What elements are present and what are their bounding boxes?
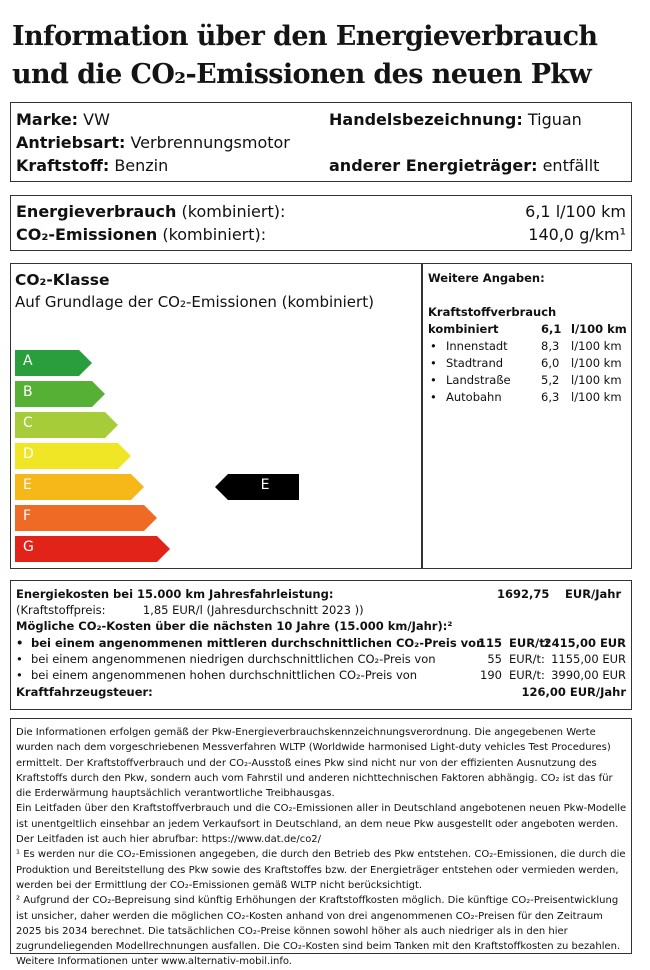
antriebsart-value: Verbrennungsmotor bbox=[130, 133, 290, 152]
footnote-2-text-b: berechnet. Die tatsächlichen CO₂-Preise können sowohl höher als auch niedriger als in den hier zugrundeliegenden Modellrechnungen ausfallen. Die CO₂-Kosten sind beim Tanken mit den Kraftstoffkosten zu bezahlen. Weitere Informationen unter www.alternativ-mobil.info. bbox=[16, 925, 621, 968]
footnotes-text bbox=[16, 725, 628, 970]
kraftstoff-row bbox=[16, 155, 168, 177]
page-title bbox=[12, 18, 642, 94]
co2-scenario-value: 3990,00 EUR bbox=[551, 668, 626, 682]
page-title-line-2: und die CO₂-Emissionen des neuen Pkw bbox=[12, 59, 592, 90]
co2-class-arrow-shape bbox=[15, 474, 144, 500]
combined-unit: l/100 km bbox=[571, 322, 627, 336]
footnote-guide-link[interactable]: https://www.dat.de/co2/ bbox=[201, 834, 322, 846]
vehicle-tax-label: Kraftfahrzeugsteuer: bbox=[16, 685, 153, 699]
fuel-price-label: (Kraftstoffpreis: bbox=[16, 603, 106, 617]
consumption-box bbox=[10, 195, 632, 251]
antriebsart-label: Antriebsart: bbox=[16, 133, 126, 152]
co2-class-bar-a bbox=[15, 350, 92, 376]
fuel-price-unit: EUR/l (Jahresdurchschnitt bbox=[172, 603, 319, 617]
combined-label: kombiniert bbox=[428, 322, 499, 336]
further-row-label: Landstraße bbox=[446, 373, 511, 387]
co2-scenario-price: 55 bbox=[487, 652, 502, 666]
further-row-label: Autobahn bbox=[446, 390, 502, 404]
combined-value: 6,1 bbox=[541, 322, 562, 336]
co2-emissions-row bbox=[16, 224, 266, 246]
co2-class-arrow-shape bbox=[15, 505, 157, 531]
co2-class-bar-g bbox=[15, 536, 170, 562]
co2-scenario-price: 115 bbox=[477, 636, 502, 650]
bullet-icon: • bbox=[16, 636, 24, 650]
co2-class-bar-d bbox=[15, 443, 131, 469]
fuel-price-value: 1,85 bbox=[142, 603, 169, 617]
co2-emissions-label: CO₂-Emissionen bbox=[16, 225, 158, 244]
further-info-box bbox=[422, 263, 632, 569]
co2-class-letter: B bbox=[23, 384, 33, 400]
further-row-value: 5,2 bbox=[541, 373, 560, 387]
bullet-icon: • bbox=[430, 356, 437, 370]
fuel-consumption-title: Kraftstoffverbrauch bbox=[428, 305, 557, 319]
footnote-2-bis: bis bbox=[44, 925, 59, 937]
fuel-price-year: 2023 bbox=[321, 603, 351, 617]
handelsbezeichnung-row bbox=[329, 109, 582, 131]
co2-scenario-value: 1155,00 EUR bbox=[551, 652, 626, 666]
further-row-unit: l/100 km bbox=[571, 373, 622, 387]
co2-scenario-text: bei einem angenommenen mittleren durchschnittlichen CO₂-Preis von bbox=[31, 636, 485, 650]
co2-class-letter: A bbox=[23, 353, 33, 369]
energietraeger-row bbox=[329, 155, 599, 177]
further-info-title: Weitere Angaben: bbox=[428, 271, 545, 285]
energy-consumption-row bbox=[16, 201, 285, 223]
co2-scenario-text: bei einem angenommenen hohen durchschnittlichen CO₂-Preis von bbox=[31, 668, 418, 682]
energietraeger-label: anderer Energieträger: bbox=[329, 156, 538, 175]
co2-class-bar-b bbox=[15, 381, 105, 407]
co2-scenario-unit: EUR/t: bbox=[509, 636, 550, 650]
vehicle-info-box bbox=[10, 102, 632, 182]
co2-emissions-suffix: (kombiniert): bbox=[157, 225, 267, 244]
footnote-2-text-a: ² Aufgrund der CO₂-Bepreisung sind künftig Erhöhungen der Kraftstoffkosten möglich. Die künftige CO₂-Preisentwicklung ist unsicher, daher werden die möglichen CO₂-Kosten anhand von drei angenommenen CO₂-Preisen für den Zeitraum bbox=[16, 895, 619, 922]
energy-consumption-label: Energieverbrauch bbox=[16, 202, 177, 221]
co2-scenario-value: 2415,00 EUR bbox=[543, 636, 626, 650]
co2-scenario-unit: EUR/t: bbox=[509, 652, 545, 666]
further-row-unit: l/100 km bbox=[571, 390, 622, 404]
further-row-label: Innenstadt bbox=[446, 339, 508, 353]
co2-emissions-value: 140,0 g/km¹ bbox=[528, 225, 626, 244]
co2-class-bar-f bbox=[15, 505, 157, 531]
energy-costs-value: 1692,75 bbox=[497, 587, 550, 601]
footnote-2-year-from: 2025 bbox=[16, 925, 42, 937]
handelsbezeichnung-label: Handelsbezeichnung: bbox=[329, 110, 523, 129]
co2-scenario-unit: EUR/t: bbox=[509, 668, 545, 682]
co2-class-box bbox=[10, 263, 422, 569]
footnote-intro: Die Informationen erfolgen gemäß der Pkw-Energieverbrauchskennzeichnungsverordnung. Die angegebenen Werte wurden nach dem vorgeschriebenen Messverfahren WLTP (Worldwide harmonised Light-duty vehicles Test Procedures) ermittelt. Der Kraftstoffverbrauch und der CO₂-Ausstoß eines Pkw sind nicht nur von der effizienten Ausnutzung des Kraftstoffs durch den Pkw, sondern auch vom Fahrstil und anderen nichttechnischen Faktoren abhängig. CO₂ ist das für die Erderwärmung hauptsächlich verantwortliche Treibhausgas. bbox=[16, 727, 613, 800]
bullet-icon: • bbox=[430, 390, 437, 404]
handelsbezeichnung-value: Tiguan bbox=[527, 110, 582, 129]
energietraeger-value: entfällt bbox=[542, 156, 600, 175]
co2-class-bar-c bbox=[15, 412, 118, 438]
bullet-icon: • bbox=[430, 339, 437, 353]
co2-class-title: CO₂-Klasse bbox=[15, 271, 110, 289]
kraftstoff-label: Kraftstoff: bbox=[16, 156, 110, 175]
marke-label: Marke: bbox=[16, 110, 79, 129]
footnote-2 bbox=[16, 893, 628, 969]
footnotes-box bbox=[10, 718, 632, 968]
energy-costs-unit: EUR/Jahr bbox=[565, 587, 622, 601]
co2-class-marker-label: E bbox=[260, 477, 270, 493]
bullet-icon: • bbox=[16, 652, 23, 666]
co2-class-letter: C bbox=[23, 415, 33, 431]
further-row-value: 6,3 bbox=[541, 390, 560, 404]
co2-class-arrow-shape bbox=[15, 536, 170, 562]
further-row-unit: l/100 km bbox=[571, 356, 622, 370]
further-row-value: 6,0 bbox=[541, 356, 560, 370]
co2-class-letter: E bbox=[23, 477, 32, 493]
bullet-icon: • bbox=[430, 373, 437, 387]
energy-consumption-value: 6,1 l/100 km bbox=[525, 202, 626, 221]
co2-class-marker bbox=[215, 474, 299, 500]
footnote-1: ¹ Es werden nur die CO₂-Emissionen angegeben, die durch den Betrieb des Pkw entstehen. CO₂-Emissionen, die durch die Produktion und Bereitstellung des Pkw sowie des Kraftstoffes bzw. der Energieträger entstehen oder vermieden werden, werden bei der Ermittlung der CO₂-Emissionen gemäß WLTP nicht berücksichtigt. bbox=[16, 849, 626, 891]
co2-class-letter: G bbox=[23, 539, 34, 555]
co2-class-letter: F bbox=[23, 508, 32, 524]
co2-class-letter: D bbox=[23, 446, 34, 462]
co2-scenario-text: bei einem angenommenen niedrigen durchschnittlichen CO₂-Preis von bbox=[31, 652, 436, 666]
kraftstoff-value: Benzin bbox=[114, 156, 169, 175]
co2-class-bar-e bbox=[15, 474, 144, 500]
page-title-line-1: Information über den Energieverbrauch bbox=[12, 21, 598, 52]
further-row-unit: l/100 km bbox=[571, 339, 622, 353]
costs-box bbox=[10, 580, 632, 710]
co2-costs-label: Mögliche CO₂-Kosten über die nächsten 10 Jahre (15.000 km/Jahr):² bbox=[16, 619, 453, 633]
further-row-label: Stadtrand bbox=[446, 356, 504, 370]
vehicle-tax-value: 126,00 EUR/Jahr bbox=[521, 685, 626, 699]
marke-value: VW bbox=[83, 110, 110, 129]
marke-row bbox=[16, 109, 110, 131]
co2-scenario-price: 190 bbox=[480, 668, 502, 682]
bullet-icon: • bbox=[16, 668, 23, 682]
footnote-2-year-to: 2034 bbox=[62, 925, 88, 937]
energy-costs-label: Energiekosten bei 15.000 km Jahresfahrleistung: bbox=[16, 587, 334, 601]
further-row-value: 8,3 bbox=[541, 339, 560, 353]
fuel-price-close: )) bbox=[354, 603, 364, 617]
co2-class-subtitle: Auf Grundlage der CO₂-Emissionen (kombiniert) bbox=[15, 293, 374, 311]
fuel-price-row bbox=[16, 602, 364, 618]
footnote-guide bbox=[16, 801, 628, 847]
energy-consumption-suffix: (kombiniert): bbox=[176, 202, 286, 221]
footnote-guide-text: Ein Leitfaden über den Kraftstoffverbrauch und die CO₂-Emissionen aller in Deutschland angebotenen neuen Pkw-Modelle ist unentgeltlich einsehbar an jedem Verkaufsort in Deutschland, an dem neue Pkw ausgestellt oder angeboten werden. Der Leitfaden ist auch hier abrufbar: bbox=[16, 803, 627, 846]
antriebsart-row bbox=[16, 132, 290, 154]
